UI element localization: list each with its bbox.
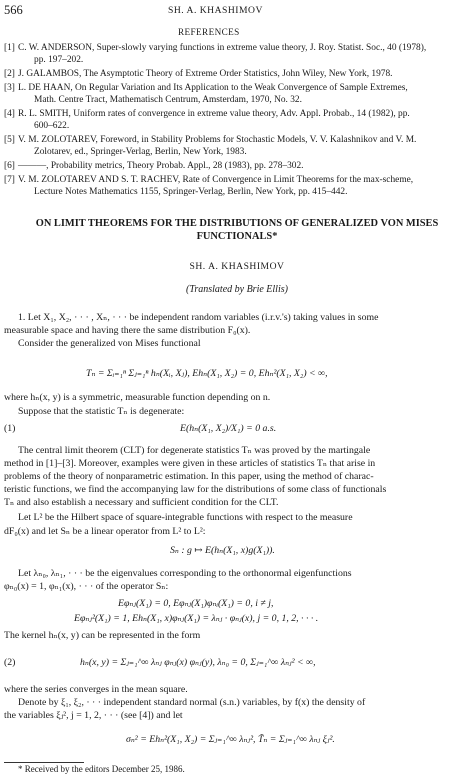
page-number: 566 <box>4 3 23 17</box>
equation-variance-sigma: σₙ² = Ehₙ²(X₁, X₂) = Σⱼ₌₁^∞ λₙⱼ², T̃ₙ = Σⱼ₌₁^∞ λₙⱼ ξⱼ². <box>126 734 335 745</box>
body-text-line: the variables ξⱼ², j = 1, 2, · · · (see [4]) and let <box>4 710 183 721</box>
body-text-line: Let L² be the Hilbert space of square-integrable functions with respect to the measure <box>18 512 353 523</box>
body-text-line: Suppose that the statistic Tₙ is degenerate: <box>18 406 185 417</box>
reference-number: [3] <box>4 83 15 93</box>
body-text-line: Let λₙ₀, λₙ₁, · · · be the eigenvalues corresponding to the orthonormal eigenfunctions <box>18 568 352 579</box>
body-text-line: where hₙ(x, y) is a symmetric, measurable function depending on n. <box>4 392 271 403</box>
running-header-author: SH. A. KHASHIMOV <box>168 5 263 16</box>
reference-line: V. M. ZOLOTAREV, Foreword, in Stability Problems for Stochastic Models, V. V. Kalashnikov and V. M. <box>18 135 417 145</box>
equation-degeneracy: E(hₙ(X₁, X₂)/X₁) = 0 a.s. <box>180 423 277 434</box>
equation-kernel-expansion: hₙ(x, y) = Σⱼ₌₁^∞ λₙⱼ φₙⱼ(x) φₙⱼ(y), λₙ₀ = 0, Σⱼ₌₁^∞ λₙⱼ² < ∞, <box>80 657 316 668</box>
body-text-line: The kernel hₙ(x, y) can be represented in the form <box>4 630 201 641</box>
equation-number: (2) <box>4 657 16 668</box>
body-text-line: where the series converges in the mean square. <box>4 684 188 695</box>
body-text-line: teristic functions, we find the accompanying law for the distributions of some class of functionals <box>4 484 387 495</box>
reference-number: [7] <box>4 175 15 185</box>
reference-number: [4] <box>4 109 15 119</box>
footnote-divider <box>4 762 84 763</box>
body-text-line: Consider the generalized von Mises functional <box>18 338 201 349</box>
equation-operator-sn: Sₙ : g ↦ E(hₙ(X₁, x)g(X₁)). <box>170 545 275 556</box>
body-text-line: method in [1]–[3]. Moreover, examples were given in these articles of statistics Tₙ that arise in <box>4 458 376 469</box>
reference-number: [2] <box>4 69 15 79</box>
article-author: SH. A. KHASHIMOV <box>189 261 285 272</box>
reference-line: pp. 197–202. <box>34 55 84 65</box>
reference-number: [5] <box>4 135 15 145</box>
reference-number: [1] <box>4 43 15 53</box>
references-heading: REFERENCES <box>178 27 240 37</box>
body-text-line: Denote by ξ₁, ξ₂, · · · independent standard normal (s.n.) variables, by f(x) the density of <box>18 697 366 708</box>
reference-line: C. W. ANDERSON, Super-slowly varying functions in extreme value theory, J. Roy. Statist. Soc., 40 (1978), <box>18 43 427 53</box>
reference-number: [6] <box>4 161 15 171</box>
reference-line: Lecture Notes Mathematics 1155, Springer-Verlag, Berlin, New York, pp. 415–442. <box>34 187 348 197</box>
reference-line: Math. Centre Tract, Mathematisch Centrum, Amsterdam, 1970, No. 32. <box>34 95 302 105</box>
equation-eigenfunctions-orthogonality: Eφₙⱼ(X₁) = 0, Eφₙⱼ(X₁)φₙᵢ(X₁) = 0, i ≠ j, <box>118 598 274 609</box>
reference-line: L. DE HAAN, On Regular Variation and Its Application to the Weak Convergence of Sample Extremes, <box>18 83 408 93</box>
equation-number: (1) <box>4 423 16 434</box>
footnote: * Received by the editors December 25, 1986. <box>18 764 185 774</box>
reference-line: ———, Probability metrics, Theory Probab. Appl., 28 (1983), pp. 278–302. <box>18 161 304 171</box>
reference-line: J. GALAMBOS, The Asymptotic Theory of Extreme Order Statistics, John Wiley, New York, 1978. <box>18 69 393 79</box>
reference-line: 600–622. <box>34 121 70 131</box>
body-text-line: The central limit theorem (CLT) for degenerate statistics Tₙ was proved by the martingale <box>18 445 371 456</box>
article-title: ON LIMIT THEOREMS FOR THE DISTRIBUTIONS OF GENERALIZED VON MISES FUNCTIONALS* <box>35 218 439 242</box>
body-text-line: measurable space and having there the same distribution F₀(x). <box>4 325 251 336</box>
translator-credit: (Translated by Brie Ellis) <box>186 284 288 295</box>
equation-eigenfunctions-normalization: Eφₙⱼ²(X₁) = 1, Ehₙ(X₁, x)φₙⱼ(X₁) = λₙⱼ · φₙⱼ(x), j = 0, 1, 2, · · · . <box>74 613 319 624</box>
body-text-line: Tₙ and also establish a necessary and sufficient condition for the CLT. <box>4 497 279 508</box>
reference-line: Zolotarev, ed., Springer-Verlag, Berlin, New York, 1983. <box>34 147 247 157</box>
body-text-line: φₙ₀(x) = 1, φₙ₁(x), · · · of the operator Sₙ: <box>4 581 169 592</box>
body-text-line: 1. Let X₁, X₂, · · · , Xₙ, · · · be independent random variables (i.r.v.'s) taking values in some <box>18 312 379 323</box>
body-text-line: dF₀(x) and let Sₙ be a linear operator from L² to L²: <box>4 526 206 537</box>
equation-von-mises-functional: Tₙ = Σᵢ₌₁ⁿ Σⱼ₌₁ⁿ hₙ(Xᵢ, Xⱼ), Ehₙ(X₁, X₂) = 0, Ehₙ²(X₁, X₂) < ∞, <box>86 368 328 379</box>
body-text-line: problems of the theory of nonparametric estimation. In this paper, using the method of charac- <box>4 471 374 482</box>
reference-line: R. L. SMITH, Uniform rates of convergence in extreme value theory, Adv. Appl. Probab., 14 (1982), pp. <box>18 109 410 119</box>
reference-line: V. M. ZOLOTAREV AND S. T. RACHEV, Rate of Convergence in Limit Theorems for the max-scheme, <box>18 175 414 185</box>
